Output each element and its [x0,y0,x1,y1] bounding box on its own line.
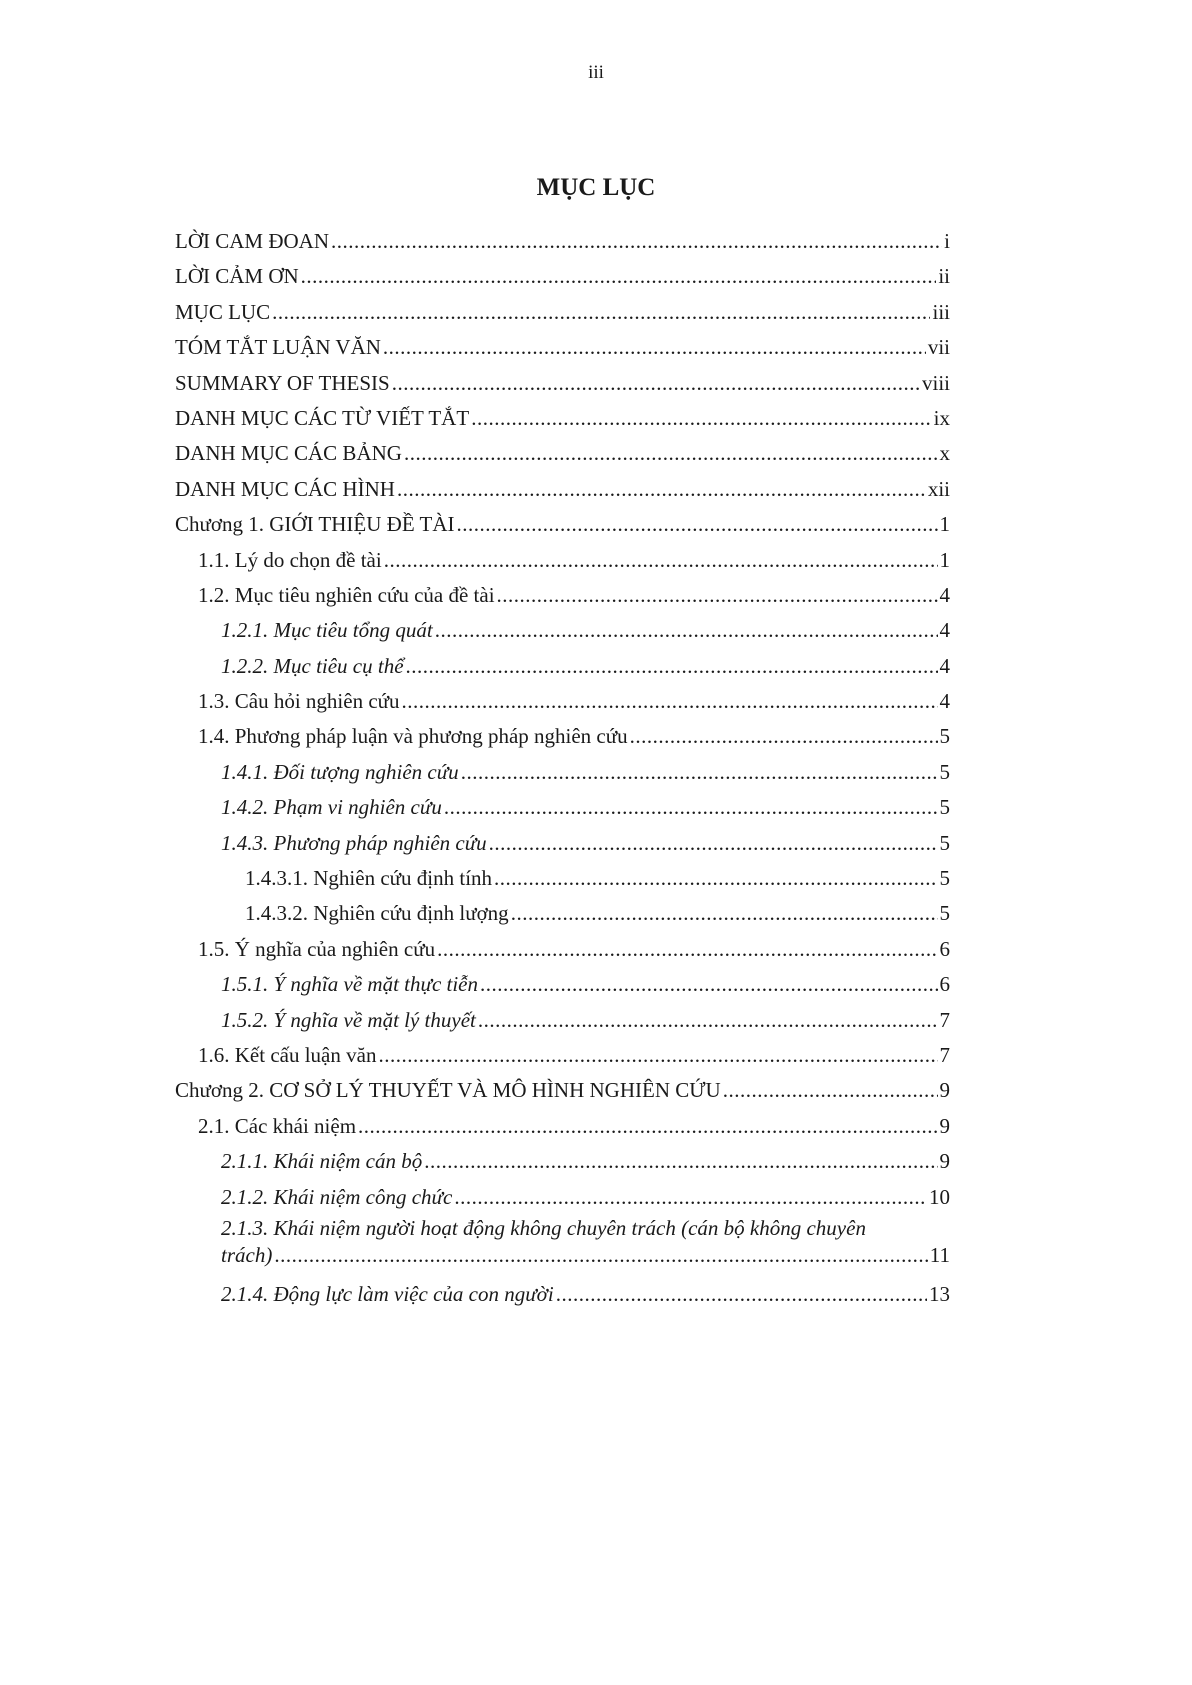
toc-entry-label: 2.1.1. Khái niệm cán bộ [221,1149,423,1174]
toc-entry-label: 2.1.4. Động lực làm việc của con người [221,1281,554,1306]
toc-entry-label: 2.1.3. Khái niệm người hoạt động không chuyên trách (cán bộ không chuyên [221,1215,866,1240]
toc-entry-subsection[interactable] [175,826,950,861]
toc-entry[interactable] [175,224,950,259]
toc-entry-label: 1.5.2. Ý nghĩa về mặt lý thuyết [221,1007,476,1032]
dot-leader [404,436,938,471]
toc-entry-subsubsection[interactable] [175,896,950,931]
toc-entry-page: 13 [929,1281,950,1306]
toc-entry-label: 1.2.1. Mục tiêu tổng quát [221,618,433,643]
dot-leader [383,330,926,365]
toc-entry[interactable] [175,401,950,436]
toc-entry-page: 5 [939,724,950,749]
toc-entry-page: 9 [939,1113,950,1138]
dot-leader [556,1277,927,1312]
toc-entry-label: 2.1. Các khái niệm [198,1113,357,1138]
toc-entry[interactable] [175,472,950,507]
toc-entry-label: LỜI CAM ĐOAN [175,229,329,253]
dot-leader [358,1109,937,1144]
toc-entry-section[interactable] [175,932,950,967]
dot-leader [723,1073,938,1108]
toc-entry-page: vii [927,335,950,360]
toc-entry-page: 7 [939,1007,950,1032]
toc-entry-subsection[interactable] [175,1144,950,1179]
toc-entry-label: 1.5.1. Ý nghĩa về mặt thực tiễn [221,972,479,997]
toc-entry-label: 1.5. Ý nghĩa của nghiên cứu [198,936,436,961]
toc-entry-page: 5 [939,866,950,891]
toc-entry-page: i [944,229,950,253]
toc-entry[interactable] [175,436,950,471]
dot-leader [457,507,938,542]
toc-entry-label: 1.4.3.2. Nghiên cứu định lượng [245,901,509,926]
toc-entry-page: 6 [939,972,950,997]
toc-entry-label: DANH MỤC CÁC BẢNG [175,441,402,466]
dot-leader [402,684,938,719]
toc-entry-page: xii [927,476,950,501]
toc-entry-page: x [939,441,950,466]
dot-leader [497,578,938,613]
toc-entry-label: 1.6. Kết cấu luận văn [198,1042,377,1067]
toc-entry-subsection[interactable] [175,1003,950,1038]
toc-entry-label: 1.3. Câu hỏi nghiên cứu [198,689,400,714]
toc-entry-label-continued: trách) [221,1242,273,1267]
toc-entry-page: ii [938,264,950,289]
toc-entry-label: 1.4.1. Đối tượng nghiên cứu [221,759,459,784]
toc-entry-label: DANH MỤC CÁC HÌNH [175,476,395,501]
dot-leader [437,932,937,967]
table-of-contents [175,224,950,1312]
dot-leader [378,1038,937,1073]
toc-entry-page: 1 [939,512,950,537]
toc-entry-page: viii [921,370,950,395]
toc-entry[interactable] [175,259,950,294]
dot-leader [301,259,937,294]
toc-entry-label: TÓM TẮT LUẬN VĂN [175,335,381,360]
dot-leader [480,967,937,1002]
toc-entry[interactable] [175,330,950,365]
dot-leader [397,472,926,507]
toc-entry-subsection[interactable] [175,1180,950,1215]
toc-entry-page: 4 [939,582,950,607]
dot-leader [272,295,930,330]
dot-leader [424,1144,937,1179]
page-number: iii [588,62,604,83]
toc-entry-label: DANH MỤC CÁC TỪ VIẾT TẮT [175,405,470,430]
toc-entry-label: SUMMARY OF THESIS [175,370,390,395]
toc-entry-page: iii [932,299,950,324]
toc-entry-chapter[interactable] [175,1073,950,1108]
toc-entry-label: 1.2. Mục tiêu nghiên cứu của đề tài [198,582,495,607]
toc-entry[interactable] [175,366,950,401]
dot-leader [444,790,938,825]
toc-entry-label: 1.4.3. Phương pháp nghiên cứu [221,830,487,855]
toc-entry-section[interactable] [175,1038,950,1073]
toc-entry-subsection[interactable] [175,755,950,790]
dot-leader [461,755,938,790]
toc-entry-subsection[interactable] [175,790,950,825]
dot-leader [392,366,920,401]
toc-entry-subsection[interactable] [175,649,950,684]
toc-entry-subsubsection[interactable] [175,861,950,896]
toc-entry-subsection[interactable] [175,967,950,1002]
dot-leader [511,896,938,931]
toc-entry-subsection[interactable] [175,613,950,648]
toc-entry-label: MỤC LỤC [175,299,271,324]
dot-leader [454,1180,927,1215]
toc-entry-section[interactable] [175,719,950,754]
toc-entry-page: ix [933,405,950,430]
toc-entry-page: 7 [939,1042,950,1067]
toc-entry-page: 9 [939,1149,950,1174]
toc-entry-page: 5 [939,795,950,820]
toc-entry-label: 1.2.2. Mục tiêu cụ thể [221,653,404,678]
toc-entry-label: LỜI CẢM ƠN [175,264,299,289]
toc-entry-page: 6 [939,936,950,961]
toc-entry-section[interactable] [175,684,950,719]
toc-entry-page: 11 [929,1242,950,1267]
toc-entry-label: 1.4.2. Phạm vi nghiên cứu [221,795,442,820]
toc-entry-page: 4 [939,653,950,678]
toc-entry-page: 4 [939,689,950,714]
dot-leader [494,861,937,896]
toc-entry-label: Chương 1. GIỚI THIỆU ĐỀ TÀI [175,512,455,537]
toc-entry-subsection[interactable] [175,1277,950,1312]
toc-title: MỤC LỤC [536,174,656,201]
toc-entry-page: 9 [939,1078,950,1103]
toc-entry-section[interactable] [175,578,950,613]
toc-entry-label: 2.1.2. Khái niệm công chức [221,1184,453,1209]
toc-entry-chapter[interactable] [175,507,950,542]
toc-entry-section[interactable] [175,543,950,578]
dot-leader [478,1003,938,1038]
toc-entry[interactable] [175,295,950,330]
toc-entry-page: 4 [939,618,950,643]
toc-entry-label: Chương 2. CƠ SỞ LÝ THUYẾT VÀ MÔ HÌNH NGHIÊN CỨU [175,1078,721,1103]
toc-entry-page: 1 [939,547,950,572]
dot-leader [384,543,938,578]
dot-leader [471,401,931,436]
toc-entry-label: 1.4.3.1. Nghiên cứu định tính [245,866,493,891]
toc-entry-page: 5 [939,901,950,926]
dot-leader [331,224,942,259]
toc-entry-page: 5 [939,759,950,784]
dot-leader [630,719,938,754]
toc-entry-subsection[interactable] [175,1215,950,1277]
dot-leader [489,826,938,861]
dot-leader [406,649,938,684]
toc-entry-section[interactable] [175,1109,950,1144]
dot-leader [274,1242,927,1269]
toc-entry-page: 5 [939,830,950,855]
toc-entry-label: 1.1. Lý do chọn đề tài [198,547,382,572]
dot-leader [435,613,938,648]
toc-entry-page: 10 [929,1184,950,1209]
toc-entry-label: 1.4. Phương pháp luận và phương pháp nghiên cứu [198,724,628,749]
